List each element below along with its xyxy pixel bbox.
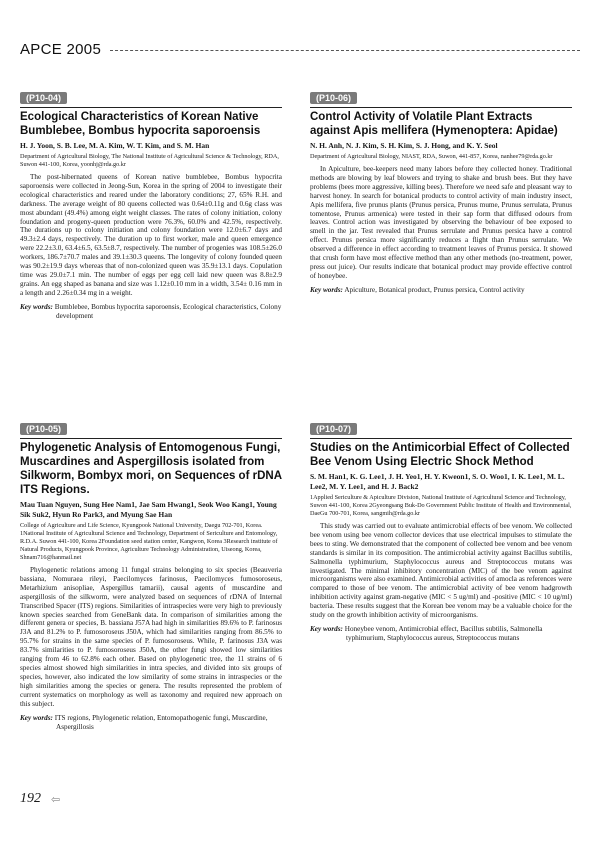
article-title: Ecological Characteristics of Korean Native Bumblebee, Bombus hypocrita saporoensis [20,111,261,137]
article-code-badge: (P10-05) [20,423,67,435]
article-title: Phylogenetic Analysis of Entomogenous Fungi, Muscardines and Aspergillosis isolated from Silkworm, Bombyx mori, on Sequences of rDNA ITS Regions. [20,442,282,496]
article-p10-05 [20,419,282,732]
article-authors: N. H. Anh, N. J. Kim, S. H. Kim, S. J. Hong, and K. Y. Seol [310,141,498,150]
article-p10-06 [310,88,572,295]
article-keywords [20,303,282,321]
journal-header: APCE 2005 [20,41,102,58]
keywords-label: Key words: [20,302,53,311]
article-rule [310,107,572,108]
article-abstract: In Apiculture, bee-keepers need many labors before they collected honey. Traditional methods are blowing by leaf blowers and trying to shake and brush bees. But they have problems (bees more aggressive, killing bees). Therefore we need safe and pleasant way to harvest honey. In search for botanical products to control activity of main industry insect, Apis mellifera, five prunus plants (Prunus persica, Prunus mume, Prunus serrulata, Prunus tomentose, Prunus armenica) were tested in their sap form that diffused odours from leaves. Control action was investigated by observing the behaviour of bee exposed to smell in the jar. Test revealed that Prunus serrulate and Prunus persica have a control effect. Prunus persica more significantly reduces a flight than Prunus serrulate. We observed a difference in effect according to treatment leaves of Prunus persica. It showed that crush form have most effective method than any other methods (no-treatment, power, press out juice). Our results indicate that botanical product may provide effective control of honeybee. [310,165,572,280]
article-affiliation: Department of Agricultural Biology, The National Institute of Agricultural Science & Technology, RDA, Suwon 441-100, Korea, yoonhj@rda.go.kr [20,153,279,168]
page-number: 192 [20,791,41,806]
article-rule [20,107,282,108]
header-divider [110,50,580,51]
article-code-badge: (P10-06) [310,92,357,104]
article-affiliation: 1Applied Sericulture & Apiculture Division, National Institute of Agricultural Science and Technology, Suwon 441-100, Korea 2Gyeongsang Buk-Do Government Public Institute of Health and Environmental, DaeGu 700-701, Korea, sangmih@rda.go.kr [310,494,572,517]
article-authors: S. M. Han1, K. G. Lee1, J. H. Yeo1, H. Y. Kweon1, S. O. Woo1, I. K. Lee1, M. L. Lee2, M. Y. Lee1, and H. J. Back2 [310,472,565,491]
keywords-text: Apiculture, Botanical product, Prunus persica, Control activity [344,285,525,294]
keywords-label: Key words: [20,713,53,722]
article-abstract: The post-hibernated queens of Korean native bumblebee, Bombus hypocrita saporoensis were collected in Jeong-Sun, Korea in the spring of 2004 to investigate their ecological characteristics and reared under the laboratory conditions; 27, 65% R.H. and darkness. The average weight of 80 queens collected was 0.64±0.11g and 0.6g class was most abundant (49.4%) among eight weight classes. The rates of colony initiation, colony foundation and progeny-queen production were 76.3%, 60.0% and 42.5%, respectively. The durations up to colony initiation and colony foundation were 12.0±6.7 days and 49.3±2.4 days, respectively. The duration up to first worker, male and queen emergence were 22.2±3.0, 63.4±6.5, 63.5±8.7, respectively. The number of progenies was 108.5±26.0 workers, 186.7±70.7 males and 39.1±30.3 queens. The longevity of colony founded queen was 90.2±19.9 days whereas that of non-colonized queen was 35.9±13.1 days. Copulation time was 29.0±7.1 min. The number of eggs per egg cell laid new queen was 8.8±2.9 grains. An egg shaped as banana and size was 1.12±0.10 mm in a width, 3.54± 0.16 mm in a length and 2.26±0.34 mg in a weight. [20,173,282,297]
article-rule [20,438,282,439]
article-affiliation: Department of Agricultural Biology, NIAST, RDA, Suwon, 441-857, Korea, nanhee79@rda.go.kr [310,153,553,160]
keywords-text: Bumblebee, Bombus hypocrita saporoensis, Ecological characteristics, Colony development [54,302,282,320]
article-keywords [310,286,572,295]
back-arrow-icon: ⇦ [51,794,61,806]
article-keywords [20,714,282,732]
article-p10-07 [310,419,572,643]
article-keywords [310,625,572,643]
article-affiliation: College of Agriculture and Life Science, Kyungpook National University, Daegu 702-701, Korea. 1National Institute of Agricultural Science and Technology, Department of Sericulture and Entomology, R.D.A. Suwon 441-100, Korea 2Foundation seed station center, Kangwon, Korea 3Research institute of Natural Products, Kyungpook Province, Agriculture Technology Administration, Uiseong, Korea, Shnam716@hanmail.net [20,522,278,561]
article-abstract: Phylogenetic relations among 11 fungal strains belonging to six species (Beauveria bassiana, Nomuraea rileyi, Paecilomyces farinosus, Paecilomyces fumosoroseus, Metarhizium anisopliae, Aspergillus tamarii), causal agents of muscardine and aspergillosis of the silkworm, were analyzed based on sequences of rDNA of Internal Transcribed Spacer (ITS) regions. Similarities of intraspecies were very high to previously known species searched from GeneBank data. In comparison of similarities among the different genera or species, B. bassiana J57A had high in similarities 89.6% to P. farinosus J3A and 81.2% to P. fumosoroseus J50A, which had similarities ranging from 86.5% to 95.7% for strains in the same species of P. fumosoroseus. While, P. farinosus J3A was 83.7% similarities to P. fumosoroseus J50A, the other fungi showed low similarities ranging from 46 to 62.8% each other. Based on phylogenetic tree, the 11 strains of 6 species almost showed high similarities in intra species, and divided into six groups of species, however, also indicated the low similarity of some strains in intraspecies or the high similarities among the species or genera. The results represented the problem of current systematics on morphology as well as taxonomy and required new approach on this subject. [20,566,282,708]
article-p10-04 [20,88,282,321]
keywords-label: Key words: [310,624,343,633]
article-code-badge: (P10-04) [20,92,67,104]
article-code-badge: (P10-07) [310,423,357,435]
article-title: Control Activity of Volatile Plant Extracts against Apis mellifera (Hymenoptera: Apidae) [310,111,558,137]
keywords-label: Key words: [310,285,343,294]
keywords-text: ITS regions, Phylogenetic relation, Entomopathogenic fungi, Muscardine, Aspergillosis [54,713,268,731]
article-authors: H. J. Yoon, S. B. Lee, M. A. Kim, W. T. Kim, and S. M. Han [20,141,210,150]
article-rule [310,438,572,439]
keywords-text: Honeybee venom, Antimicrobial effect, Bacillus subtilis, Salmonella typhimurium, Staphylococcus aureus, Streptococcus mutans [344,624,543,642]
article-title: Studies on the Antimicorbial Effect of Collected Bee Venom Using Electric Shock Method [310,442,570,468]
article-abstract: This study was carried out to evaluate antimicrobial effects of bee venom. We collected bee venom using bee venom collector devices that use electrical impulses to stimulate the bees to sting. We demonstrated that the component of collected bee venom and bee venom standards is similar in its composition. The antimicrobial activity against Bacillus subtilis, Salmonella typhimurium, Staphylococcus aureus and Streptococcus mutans was investigated. The minimal inhibitory concentration (MIC) of the bee venom against microorganisms were also examined. Antimicrobial activities of amocla as references were compared to those of bee venom. The antimicrobial activity of bee venom hadgrowth inhibition activity against gram-negative (MIC < 5 ug/ml) and -positive (MIC < 10 ug/ml) bacteria. These results suggest that the Korean bee venom may be a valuable choice for the study on the growth inhibition activity of microorganisms. [310,522,572,620]
article-authors: Mau Tuan Nguyen, Sung Hee Nam1, Jae Sam Hwang1, Seok Woo Kang1, Young Sik Suk2, Hyun Ro Park3, and Myung Sae Han [20,500,277,519]
